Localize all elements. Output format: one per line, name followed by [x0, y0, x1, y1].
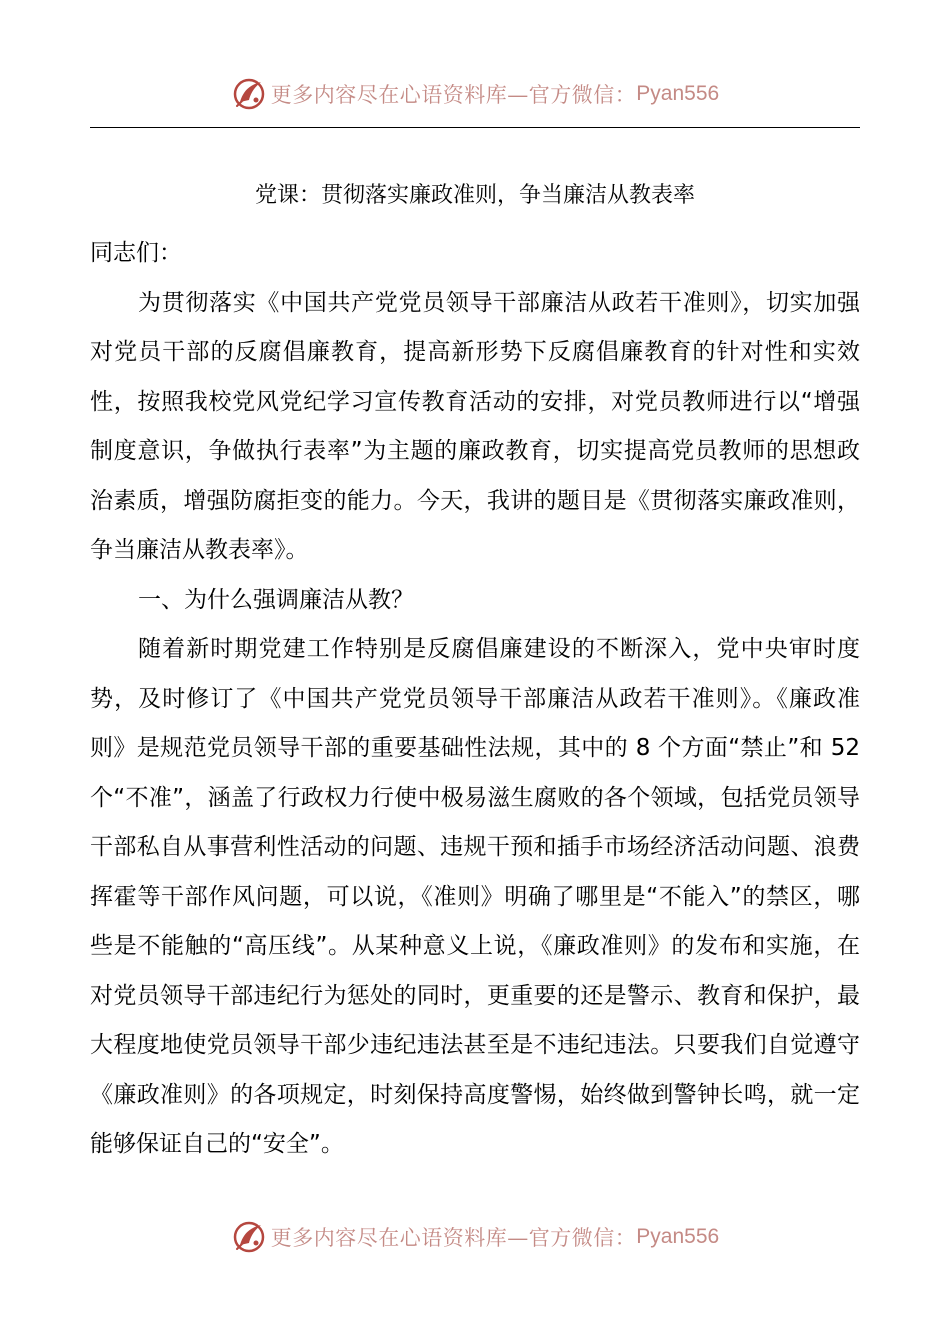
- section-heading: 一、为什么强调廉洁从教？: [138, 586, 414, 613]
- footer-banner-text: 更多内容尽在心语资料库—官方微信：: [270, 1226, 637, 1250]
- document-title: 党课：贯彻落实廉政准则，争当廉洁从教表率: [254, 183, 695, 208]
- header-banner-wechat-id: Pyan556: [636, 82, 720, 105]
- footer-banner-wechat-id: Pyan556: [636, 1225, 720, 1248]
- header-banner-text: 更多内容尽在心语资料库—官方微信：: [270, 83, 637, 107]
- paragraph: 为贯彻落实《中国共产党党员领导干部廉洁从政若干准则》，切实加强对党员干部的反腐倡廉教育，提高新形势下反腐倡廉教育的针对性和实效性，按照我校党风党纪学习宣传教育活动的安排，对党员教师进行以“增强制度意识，争做执行表率”为主题的廉政教育，切实提高党员教师的思想政治素质，增强防腐拒变的能力。今天，我讲的题目是《贯彻落实廉政准则，争当廉洁从教表率》。: [90, 289, 860, 563]
- logo-icon: [231, 76, 267, 112]
- document-body: [90, 229, 860, 1170]
- header-divider: [90, 127, 860, 128]
- footer-banner: [0, 1215, 950, 1259]
- logo-icon: [231, 1219, 267, 1255]
- paragraph: 随着新时期党建工作特别是反腐倡廉建设的不断深入，党中央审时度势，及时修订了《中国共产党党员领导干部廉洁从政若干准则》。《廉政准则》是规范党员领导干部的重要基础性法规，其中的 8 个方面“禁止”和 52 个“不准”，涵盖了行政权力行使中极易滋生腐败的各个领域，包括党员领导干部私自从事营利性活动的问题、违规干预和插手市场经济活动问题、浪费挥霍等干部作风问题，可以说，《准则》明确了哪里是“不能入”的禁区，哪些是不能触的“高压线”。从某种意义上说，《廉政准则》的发布和实施，在对党员领导干部违纪行为惩处的同时，更重要的还是警示、教育和保护，最大程度地使党员领导干部少违纪违法甚至是不违纪违法。只要我们自觉遵守《廉政准则》的各项规定，时刻保持高度警惕，始终做到警钟长鸣，就一定能够保证自己的“安全”。: [90, 636, 860, 1157]
- header-banner: [0, 72, 950, 116]
- salutation: 同志们：: [90, 240, 182, 266]
